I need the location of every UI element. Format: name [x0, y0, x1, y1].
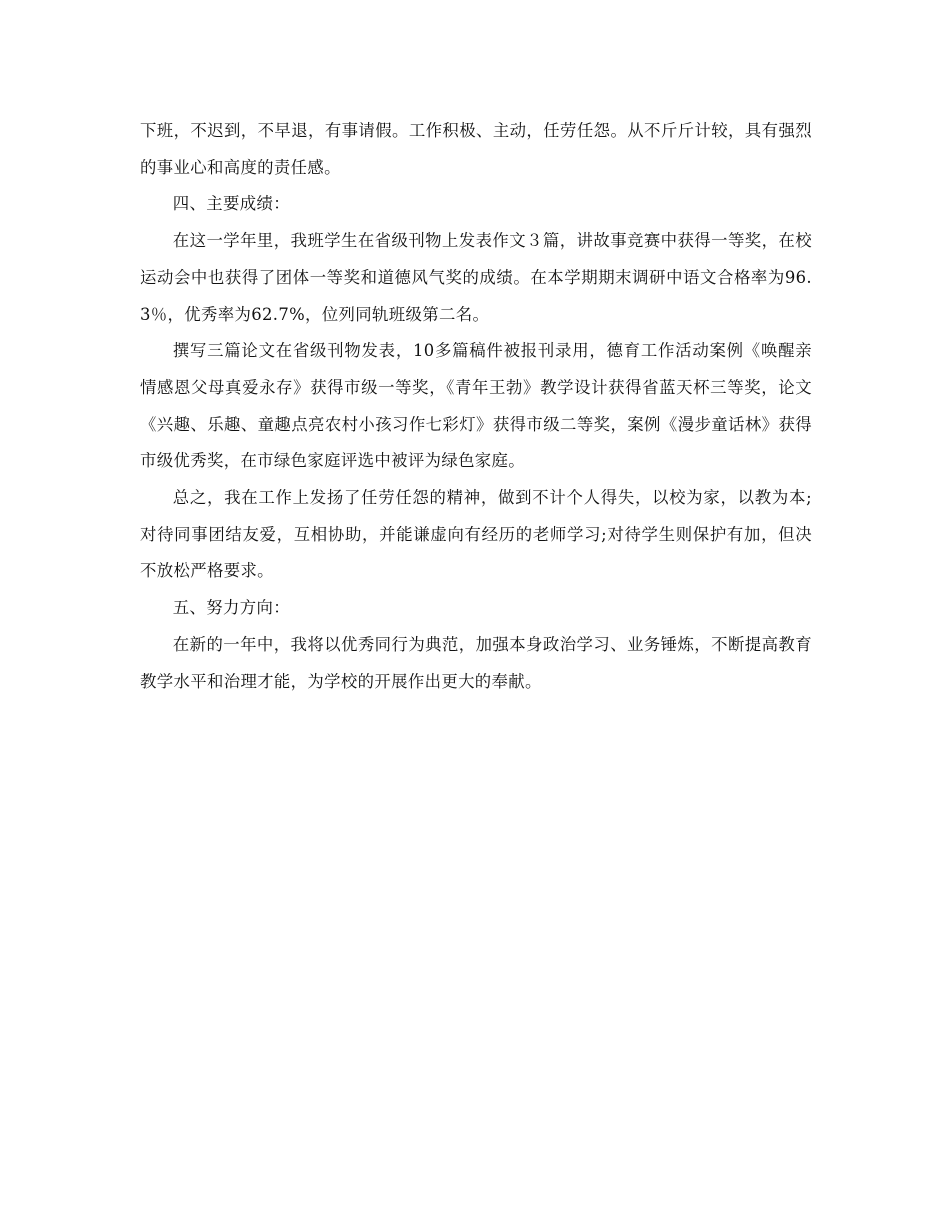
- paragraph-future-plan: 在新的一年中，我将以优秀同行为典范，加强本身政治学习、业务锤炼，不断提高教育教学水平和治理才能，为学校的开展作出更大的奉献。: [140, 634, 812, 691]
- paragraph-student-results: 在这一学年里，我班学生在省级刊物上发表作文３篇，讲故事竞赛中获得一等奖，在校运动会中也获得了团体一等奖和道德风气奖的成绩。在本学期期末调研中语文合格率为96.3％，优秀率为62.7%，位列同轨班级第二名。: [140, 231, 812, 324]
- paragraph-publications: 撰写三篇论文在省级刊物发表，10多篇稿件被报刊录用，德育工作活动案例《唤醒亲情感恩父母真爱永存》获得市级一等奖，《青年王勃》教学设计获得省蓝天杯三等奖，论文《兴趣、乐趣、童趣点亮农村小孩习作七彩灯》获得市级二等奖，案例《漫步童话林》获得市级优秀奖，在市绿色家庭评选中被评为绿色家庭。: [140, 341, 812, 471]
- paragraph-summary: 总之，我在工作上发扬了任劳任怨的精神，做到不计个人得失，以校为家，以教为本;对待同事团结友爱，互相协助，并能谦虚向有经历的老师学习;对待学生则保护有加，但决不放松严格要求。: [140, 488, 812, 581]
- paragraph-continuation: 下班，不迟到，不早退，有事请假。工作积极、主动，任劳任怨。从不斤斤计较，具有强烈的事业心和高度的责任感。: [140, 121, 812, 177]
- document-body: [140, 113, 812, 700]
- section-heading-direction: 五、努力方向：: [172, 598, 290, 618]
- section-heading-achievements: 四、主要成绩：: [172, 194, 290, 214]
